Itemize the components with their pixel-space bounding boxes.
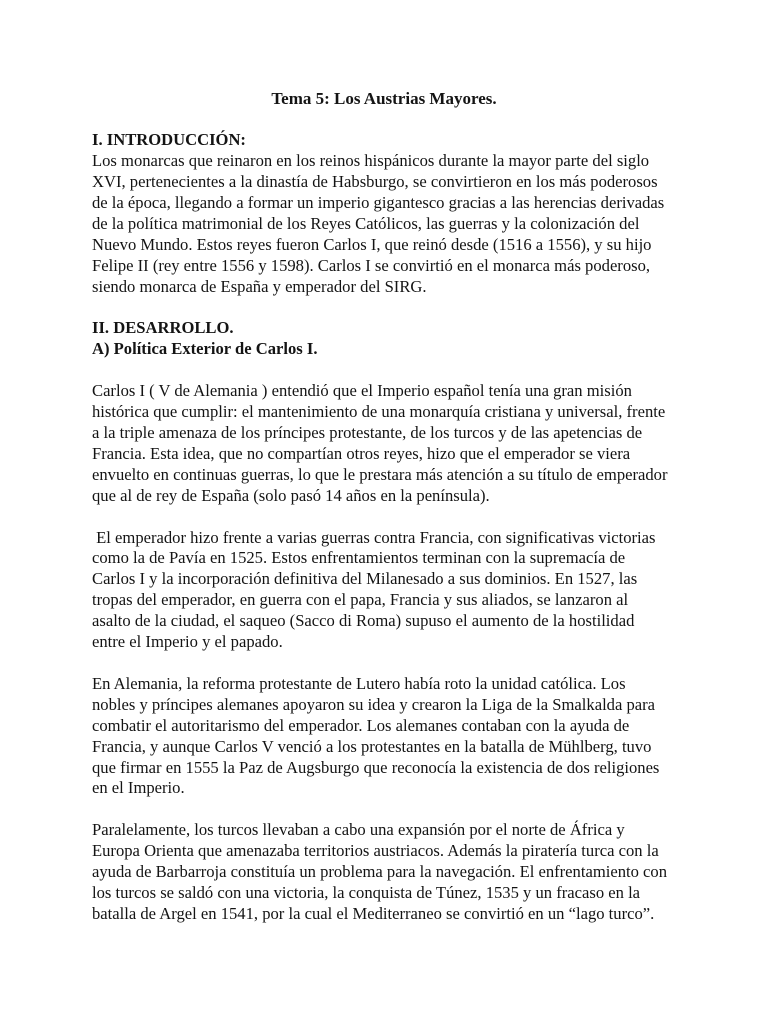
paragraph-line: tropas del emperador, en guerra con el papa, Francia y sus aliados, se lanzaron al (92, 590, 629, 610)
development-paragraph-1 (92, 381, 676, 506)
paragraph-line: Felipe II (rey entre 1556 y 1598). Carlos I se convirtió en el monarca más poderoso, (92, 255, 651, 275)
paragraph-line: Francia. Esta idea, que no compartían otros reyes, hizo que el emperador se viera (92, 443, 631, 463)
paragraph-line: Los monarcas que reinaron en los reinos hispánicos durante la mayor parte del siglo (92, 151, 650, 171)
development-heading: II. DESARROLLO. (92, 318, 234, 338)
development-paragraph-2 (92, 528, 676, 653)
paragraph-line: nobles y príncipes alemanes apoyaron su idea y crearon la Liga de la Smalkalda para (92, 694, 656, 714)
paragraph-line: combatir el autoritarismo del emperador. Los alemanes contaban con la ayuda de (92, 715, 630, 735)
paragraph-line: histórica que cumplir: el mantenimiento de una monarquía cristiana y universal, frente (92, 402, 666, 422)
paragraph-line: Europa Orienta que amenazaba territorios austriacos. Además la piratería turca con la (92, 841, 659, 861)
development-headings (92, 318, 676, 360)
paragraph-line: de la época, llegando a formar un imperio gigantesco gracias a las herencias derivadas (92, 193, 665, 213)
paragraph-line: ayuda de Barbarroja constituía un problema para la navegación. El enfrentamiento con (92, 862, 668, 882)
paragraph-line: envuelto en continuas guerras, lo que le prestara más atención a su título de emperador (92, 464, 668, 484)
paragraph-line: XVI, pertenecientes a la dinastía de Habsburgo, se convirtieron en los más poderosos (92, 172, 658, 192)
document-body (92, 89, 676, 925)
paragraph-line: en el Imperio. (92, 778, 185, 798)
development-subheading: A) Política Exterior de Carlos I. (92, 339, 318, 359)
paragraph-line: a la triple amenaza de los príncipes protestante, de los turcos y de las apetencias de (92, 423, 643, 442)
introduction-section (92, 130, 676, 297)
introduction-paragraph (92, 151, 676, 297)
paragraph-line: Carlos I ( V de Alemania ) entendió que el Imperio español tenía una gran misión (92, 381, 632, 401)
document-title: Tema 5: Los Austrias Mayores. (271, 88, 497, 108)
paragraph-line: que firmar en 1555 la Paz de Augsburgo que reconocía la existencia de dos religiones (92, 757, 660, 777)
paragraph-line: Carlos I y la incorporación definitiva del Milanesado a sus dominios. En 1527, las (92, 569, 638, 589)
paragraph-line: entre el Imperio y el papado. (92, 632, 283, 652)
development-paragraph-4 (92, 820, 676, 925)
paragraph-line: El emperador hizo frente a varias guerras contra Francia, con significativas victorias (92, 527, 656, 547)
paragraph-line: Paralelamente, los turcos llevaban a cabo una expansión por el norte de África y (92, 820, 625, 840)
paragraph-line: Nuevo Mundo. Estos reyes fueron Carlos I, que reinó desde (1516 a 1556), y su hijo (92, 234, 652, 254)
paragraph-line: siendo monarca de España y emperador del SIRG. (92, 276, 427, 296)
paragraph-line: Francia, y aunque Carlos V venció a los protestantes en la batalla de Mühlberg, tuvo (92, 736, 652, 756)
paragraph-line: En Alemania, la reforma protestante de Lutero había roto la unidad católica. Los (92, 673, 626, 693)
paragraph-line: los turcos se saldó con una victoria, la conquista de Túnez, 1535 y un fracaso en la (92, 882, 641, 902)
paragraph-line: como la de Pavía en 1525. Estos enfrentamientos terminan con la supremacía de (92, 548, 626, 568)
paragraph-line: de la política matrimonial de los Reyes Católicos, las guerras y la colonización del (92, 213, 640, 233)
development-paragraph-3 (92, 674, 676, 799)
paragraph-line: batalla de Argel en 1541, por la cual el Mediterraneo se convirtió en un “lago turco”. (92, 903, 655, 923)
paragraph-line: que al de rey de España (solo pasó 14 años en la península). (92, 485, 490, 505)
introduction-heading: I. INTRODUCCIÓN: (92, 130, 246, 150)
paragraph-line: asalto de la ciudad, el saqueo (Sacco di Roma) supuso el aumento de la hostilidad (92, 611, 635, 631)
